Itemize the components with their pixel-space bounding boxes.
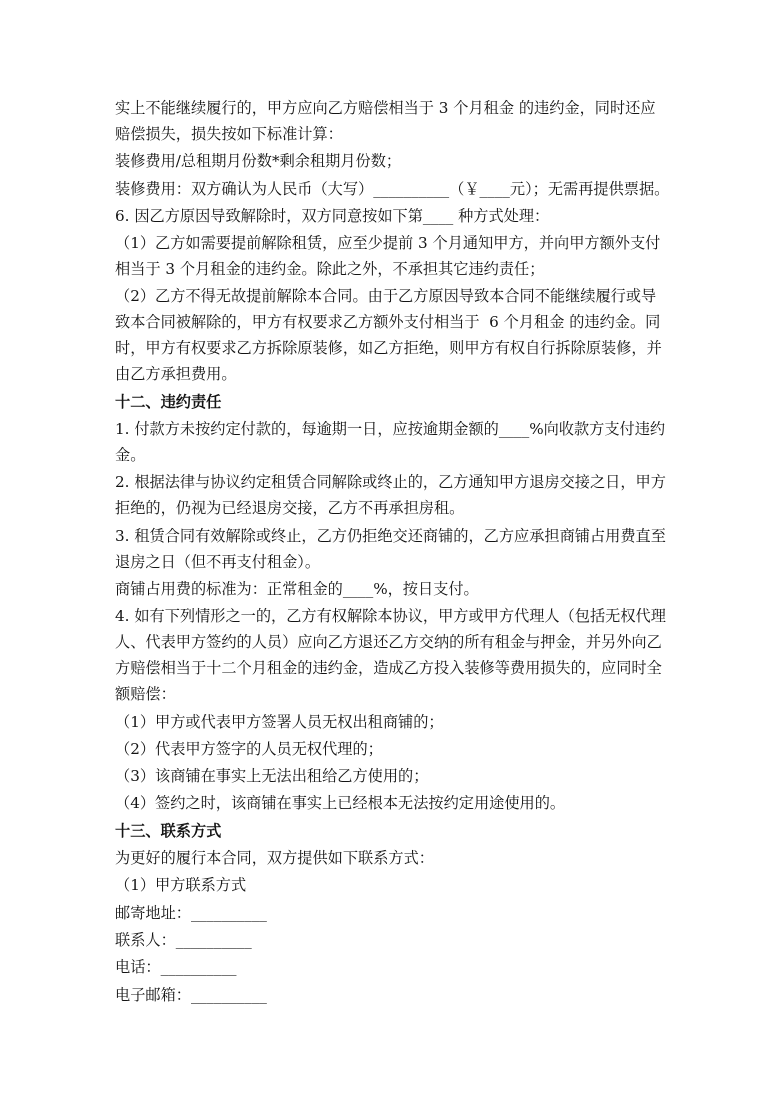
clause-6-intro-paragraph: [115, 203, 715, 229]
section-12-item-4-line: 4. 如有下列情形之一的，乙方有权解除本协议，甲方或甲方代理人（包括无权代理: [115, 607, 666, 626]
penalty-text-line: 实上不能继续履行的，甲方应向乙方赔偿相当于 3 个月租金 的违约金，同时还应: [115, 99, 656, 117]
document-body: [115, 95, 715, 1009]
contact-field-line: [115, 927, 715, 953]
occupancy-fee-line: 商铺占用费的标准为：正常租金的____%，按日支付。: [115, 579, 479, 598]
clause-6-option-1-line: （1）乙方如需要提前解除租赁，应至少提前 3 个月通知甲方，并向甲方额外支付: [115, 234, 661, 253]
item-4-case-line: （2）代表甲方签字的人员无权代理的；: [115, 739, 383, 758]
section-12-item-3: [115, 523, 715, 575]
item-4-case-line: （4）签约之时，该商铺在事实上已经根本无法按约定用途使用的。: [115, 794, 566, 813]
clause-6-option-2: [115, 283, 715, 387]
section-12-item-3-line: 退房之日（但不再支付租金）。: [115, 552, 321, 571]
contact-field-line: [115, 900, 715, 926]
penalty-text-line: 赔偿损失，损失按如下标准计算：: [115, 125, 343, 143]
party-a-title-paragraph: [115, 872, 715, 898]
item-4-case-line: （1）甲方或代表甲方签署人员无权出租商铺的；: [115, 712, 444, 731]
contact-field-email: [115, 982, 715, 1008]
contact-field-line: [115, 982, 715, 1008]
section-12-item-3-line: 3. 租赁合同有效解除或终止，乙方仍拒绝交还商铺的，乙方应承担商铺占用费直至: [115, 526, 666, 545]
phone-label: 电话：: [115, 958, 161, 977]
contact-field-line: [115, 954, 715, 980]
item-4-case: [115, 736, 715, 762]
renovation-fee-paragraph: [115, 176, 715, 202]
contact-person-blank: __________: [175, 930, 252, 949]
item-4-case: [115, 709, 715, 735]
contact-field-address: [115, 900, 715, 926]
mailing-address-label: 邮寄地址：: [115, 903, 191, 922]
occupancy-fee-paragraph: [115, 576, 715, 602]
section-12-item-1-line: 1. 付款方未按约定付款的，每逾期一日，应按逾期金额的____%向收款方支付违约: [115, 420, 666, 439]
section-12-item-4: [115, 603, 715, 707]
section-12-item-4-line: 人、代表甲方签约的人员）应向乙方退还乙方交纳的所有租金与押金，并另外向乙: [115, 633, 662, 652]
item-4-case: [115, 790, 715, 816]
contact-person-label: 联系人：: [115, 930, 176, 949]
section-12: [115, 389, 715, 415]
renovation-formula: 装修费用/总租期月份数*剩余租期月份数；: [115, 152, 402, 171]
section-13-intro: 为更好的履行本合同，双方提供如下联系方式：: [115, 849, 434, 868]
email-label: 电子邮箱：: [115, 985, 191, 1004]
penalty-paragraph: [115, 95, 715, 147]
item-4-case-line: （3）该商铺在事实上无法出租给乙方使用的；: [115, 767, 429, 786]
contact-field-phone: [115, 954, 715, 980]
clause-6-intro: 6. 因乙方原因导致解除时，双方同意按如下第____ 种方式处理：: [115, 206, 550, 225]
clause-6-option-1-line: 相当于 3 个月租金的违约金。除此之外，不承担其它违约责任；: [115, 260, 545, 279]
section-12-item-1: [115, 416, 715, 468]
mailing-address-blank: __________: [190, 903, 267, 922]
clause-6-option-1: [115, 230, 715, 282]
renovation-formula-paragraph: [115, 148, 715, 174]
section-12-heading: 十二、违约责任: [115, 392, 222, 411]
clause-6-option-2-line: 时，甲方有权要求乙方拆除原装修，如乙方拒绝，则甲方有权自行拆除原装修，并: [115, 339, 662, 358]
contact-field-person: [115, 927, 715, 953]
clause-6-option-2-line: 由乙方承担费用。: [115, 365, 237, 384]
section-12-item-2-line: 拒绝的，仍视为已经退房交接，乙方不再承担房租。: [115, 499, 465, 518]
renovation-fee-line: 装修费用：双方确认为人民币（大写）__________（￥____元）；无需再提供票据。: [115, 179, 670, 198]
phone-blank: __________: [160, 958, 237, 977]
section-12-item-2-line: 2. 根据法律与协议约定租赁合同解除或终止的，乙方通知甲方退房交接之日，甲方: [115, 473, 666, 492]
section-13-intro-paragraph: [115, 845, 715, 871]
section-12-item-4-line: 方赔偿相当于十二个月租金的违约金，造成乙方投入装修等费用损失的，应同时全: [115, 659, 662, 678]
section-12-item-1-line: 金。: [115, 446, 146, 465]
party-a-contact-title: （1）甲方联系方式: [115, 876, 247, 895]
section-13-heading: 十三、联系方式: [115, 821, 222, 840]
clause-6-option-2-line: 致本合同被解除的，甲方有权要求乙方额外支付相当于 6 个月租金 的违约金。同: [115, 313, 661, 332]
section-12-item-4-line: 额赔偿：: [115, 685, 176, 704]
clause-6-option-2-line: （2）乙方不得无故提前解除本合同。由于乙方原因导致本合同不能继续履行或导: [115, 287, 657, 306]
item-4-case: [115, 763, 715, 789]
section-12-item-2: [115, 469, 715, 521]
section-13: [115, 818, 715, 844]
email-blank: __________: [190, 985, 267, 1004]
